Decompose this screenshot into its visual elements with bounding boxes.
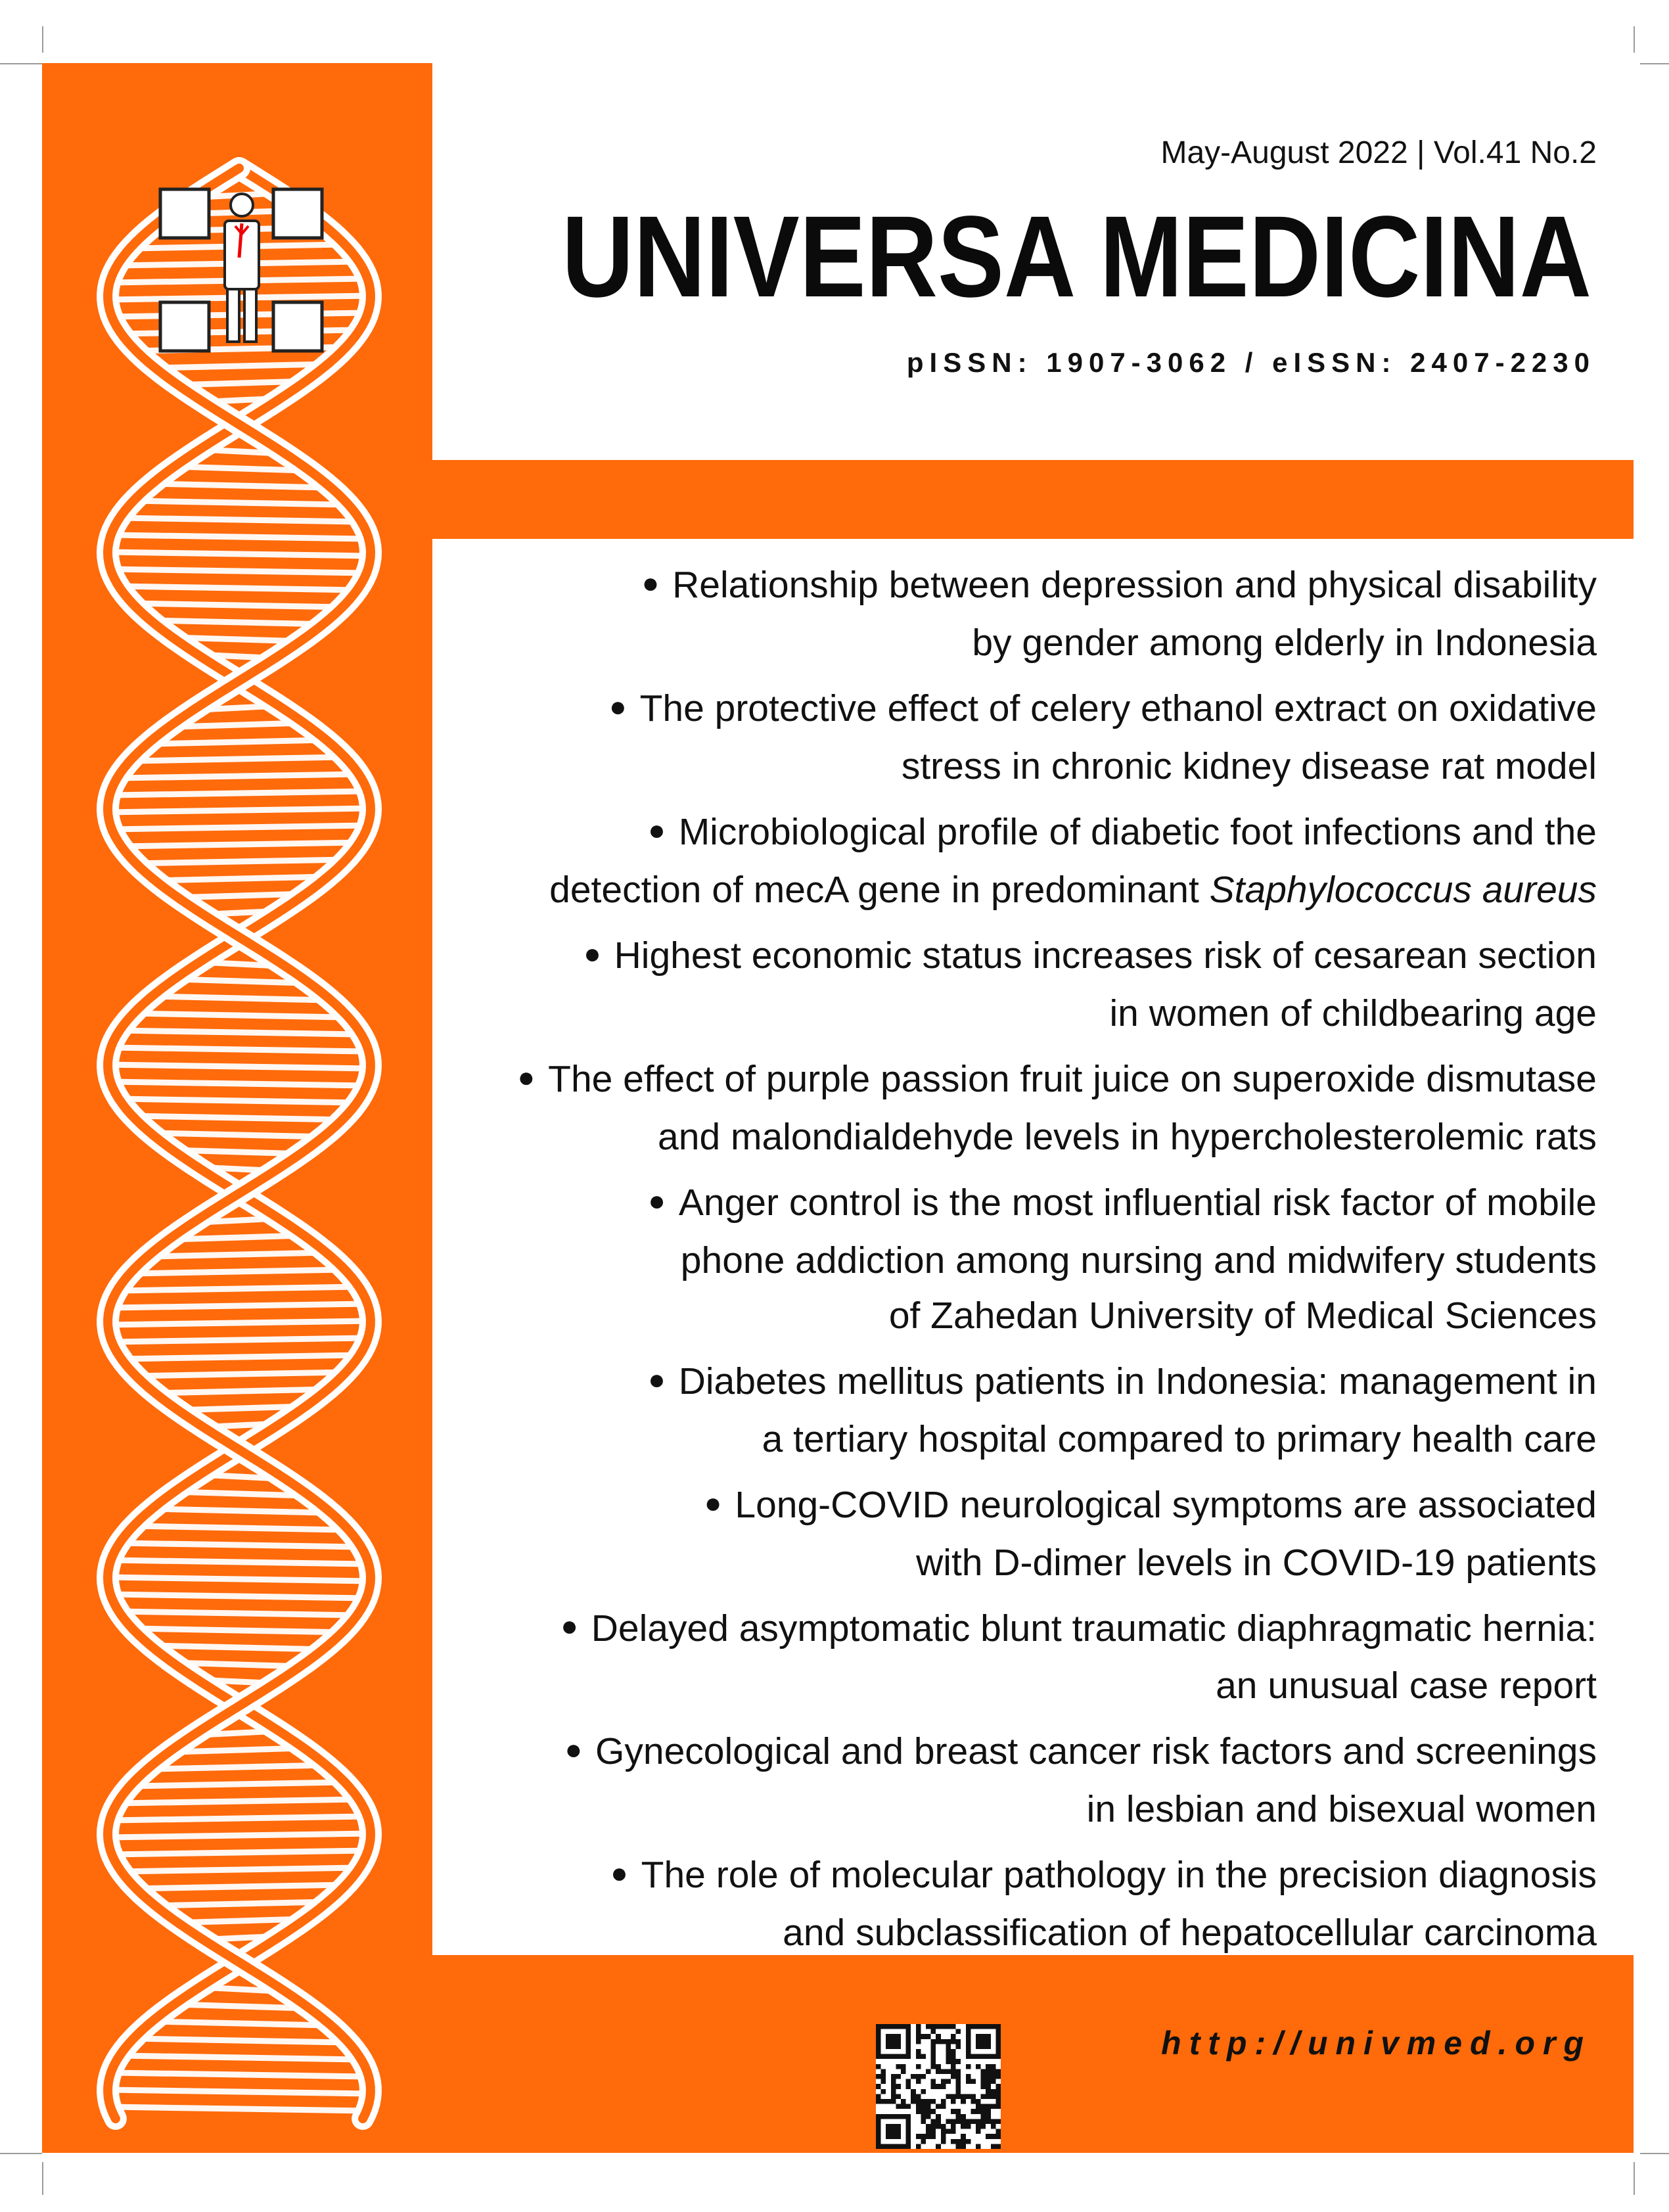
article-line: and subclassification of hepatocellular carcinoma (783, 1912, 1597, 1954)
article-line: detection of mecA gene in predominant Staphylococcus aureus (549, 868, 1597, 911)
helix-rung (152, 1509, 326, 1513)
helix-rung (152, 1765, 326, 1769)
article-line: by gender among elderly in Indonesia (972, 621, 1597, 664)
helix-rung (152, 1253, 326, 1256)
helix-rung (133, 2039, 345, 2042)
bullet-icon: ● (560, 1610, 578, 1643)
article-item (309, 1354, 1597, 1467)
bullet-icon: ● (648, 1184, 666, 1217)
helix-rung (152, 2021, 326, 2025)
helix-rung (120, 518, 359, 522)
article-item (309, 928, 1597, 1041)
bullet-icon: ● (648, 1363, 666, 1396)
bullet-icon: ● (564, 1734, 583, 1766)
helix-rung (152, 996, 326, 1000)
bullet-icon: ● (608, 690, 627, 723)
article-item (309, 557, 1597, 670)
bullet-icon: ● (583, 937, 601, 970)
article-line: ● Gynecological and breast cancer risk factors and screenings (309, 1724, 1597, 1782)
article-item (309, 681, 1597, 794)
helix-rung (150, 1646, 328, 1649)
helix-rung (110, 2107, 368, 2111)
helix-rung (120, 2056, 359, 2060)
crop-mark (0, 63, 42, 64)
article-line: ● Long-COVID neurological symptoms are associated (309, 1477, 1597, 1535)
helix-rung (150, 1389, 328, 1393)
helix-rung (150, 1902, 328, 1906)
article-line: ● Delayed asymptomatic blunt traumatic diaphragmatic hernia: (309, 1601, 1597, 1659)
helix-rung (174, 723, 304, 727)
species-name: Staphylococcus aureus (1209, 868, 1597, 911)
article-item (309, 1175, 1597, 1343)
helix-rung (150, 877, 328, 881)
article-line: ● Relationship between depression and physical disability (309, 557, 1597, 615)
helix-rung (174, 1492, 304, 1496)
article-line: ● Diabetes mellitus patients in Indonesia: management in (309, 1354, 1597, 1412)
article-item (309, 1724, 1597, 1837)
helix-rung (152, 740, 326, 744)
orange-band-top (432, 460, 1634, 539)
bullet-icon: ● (517, 1061, 536, 1094)
bullet-icon: ● (648, 814, 666, 846)
website-link[interactable]: http://univmed.org (1161, 2025, 1591, 2062)
helix-rung (150, 620, 328, 624)
article-item (309, 1601, 1597, 1714)
article-line: a tertiary hospital compared to primary health care (762, 1417, 1597, 1460)
crop-mark (42, 2162, 43, 2195)
article-line: ● Microbiological profile of diabetic foot infections and the (309, 804, 1597, 862)
helix-rung (174, 467, 304, 471)
article-line: an unusual case report (1216, 1665, 1597, 1707)
article-line: ● Anger control is the most influential risk factor of mobile (309, 1175, 1597, 1233)
helix-rung (111, 535, 368, 539)
article-line: in women of childbearing age (1109, 992, 1597, 1034)
helix-rung (152, 484, 326, 488)
helix-rung (174, 1748, 304, 1752)
bullet-icon: ● (641, 566, 660, 599)
bullet-icon: ● (704, 1486, 722, 1519)
crop-mark (0, 2153, 42, 2154)
article-list (309, 557, 1597, 1971)
article-line: ● The role of molecular pathology in the precision diagnosis (309, 1847, 1597, 1905)
article-line: ● Highest economic status increases risk of cesarean section (309, 928, 1597, 986)
journal-title: UNIVERSA MEDICINA (562, 193, 1591, 321)
doctor-figure-logo-icon (156, 185, 327, 355)
article-item (309, 1847, 1597, 1960)
helix-rung (111, 2073, 368, 2077)
issue-info: May-August 2022 | Vol.41 No.2 (1160, 135, 1597, 170)
helix-rung (150, 1133, 328, 1137)
crop-mark (1640, 63, 1669, 64)
crop-mark (1634, 26, 1635, 53)
helix-rung (150, 364, 328, 368)
helix-rung (174, 1235, 304, 1239)
article-item (309, 804, 1597, 917)
helix-rung (174, 979, 304, 983)
bullet-icon: ● (610, 1857, 628, 1890)
article-item (309, 1477, 1597, 1590)
helix-rung (108, 2090, 371, 2094)
article-line: and malondialdehyde levels in hypercholesterolemic rats (658, 1115, 1597, 1158)
crop-mark (1640, 2153, 1669, 2154)
issn-numbers: pISSN: 1907-3062 / eISSN: 2407-2230 (906, 347, 1595, 378)
crop-mark (1634, 2162, 1635, 2195)
article-line: ● The protective effect of celery ethanol extract on oxidative (309, 681, 1597, 739)
crop-mark (42, 26, 43, 53)
article-line: stress in chronic kidney disease rat model (901, 745, 1597, 787)
article-line: of Zahedan University of Medical Sciences (888, 1294, 1597, 1337)
article-line: ● The effect of purple passion fruit juice on superoxide dismutase (309, 1051, 1597, 1109)
helix-rung (174, 2004, 304, 2008)
qr-code-icon[interactable] (876, 2024, 1001, 2149)
helix-rung (133, 501, 345, 505)
article-item (309, 1051, 1597, 1164)
helix-rung (108, 552, 371, 556)
article-line: in lesbian and bisexual women (1086, 1788, 1597, 1831)
article-line: with D-dimer levels in COVID-19 patients (916, 1541, 1597, 1584)
article-line: phone addiction among nursing and midwifery students (680, 1239, 1597, 1281)
